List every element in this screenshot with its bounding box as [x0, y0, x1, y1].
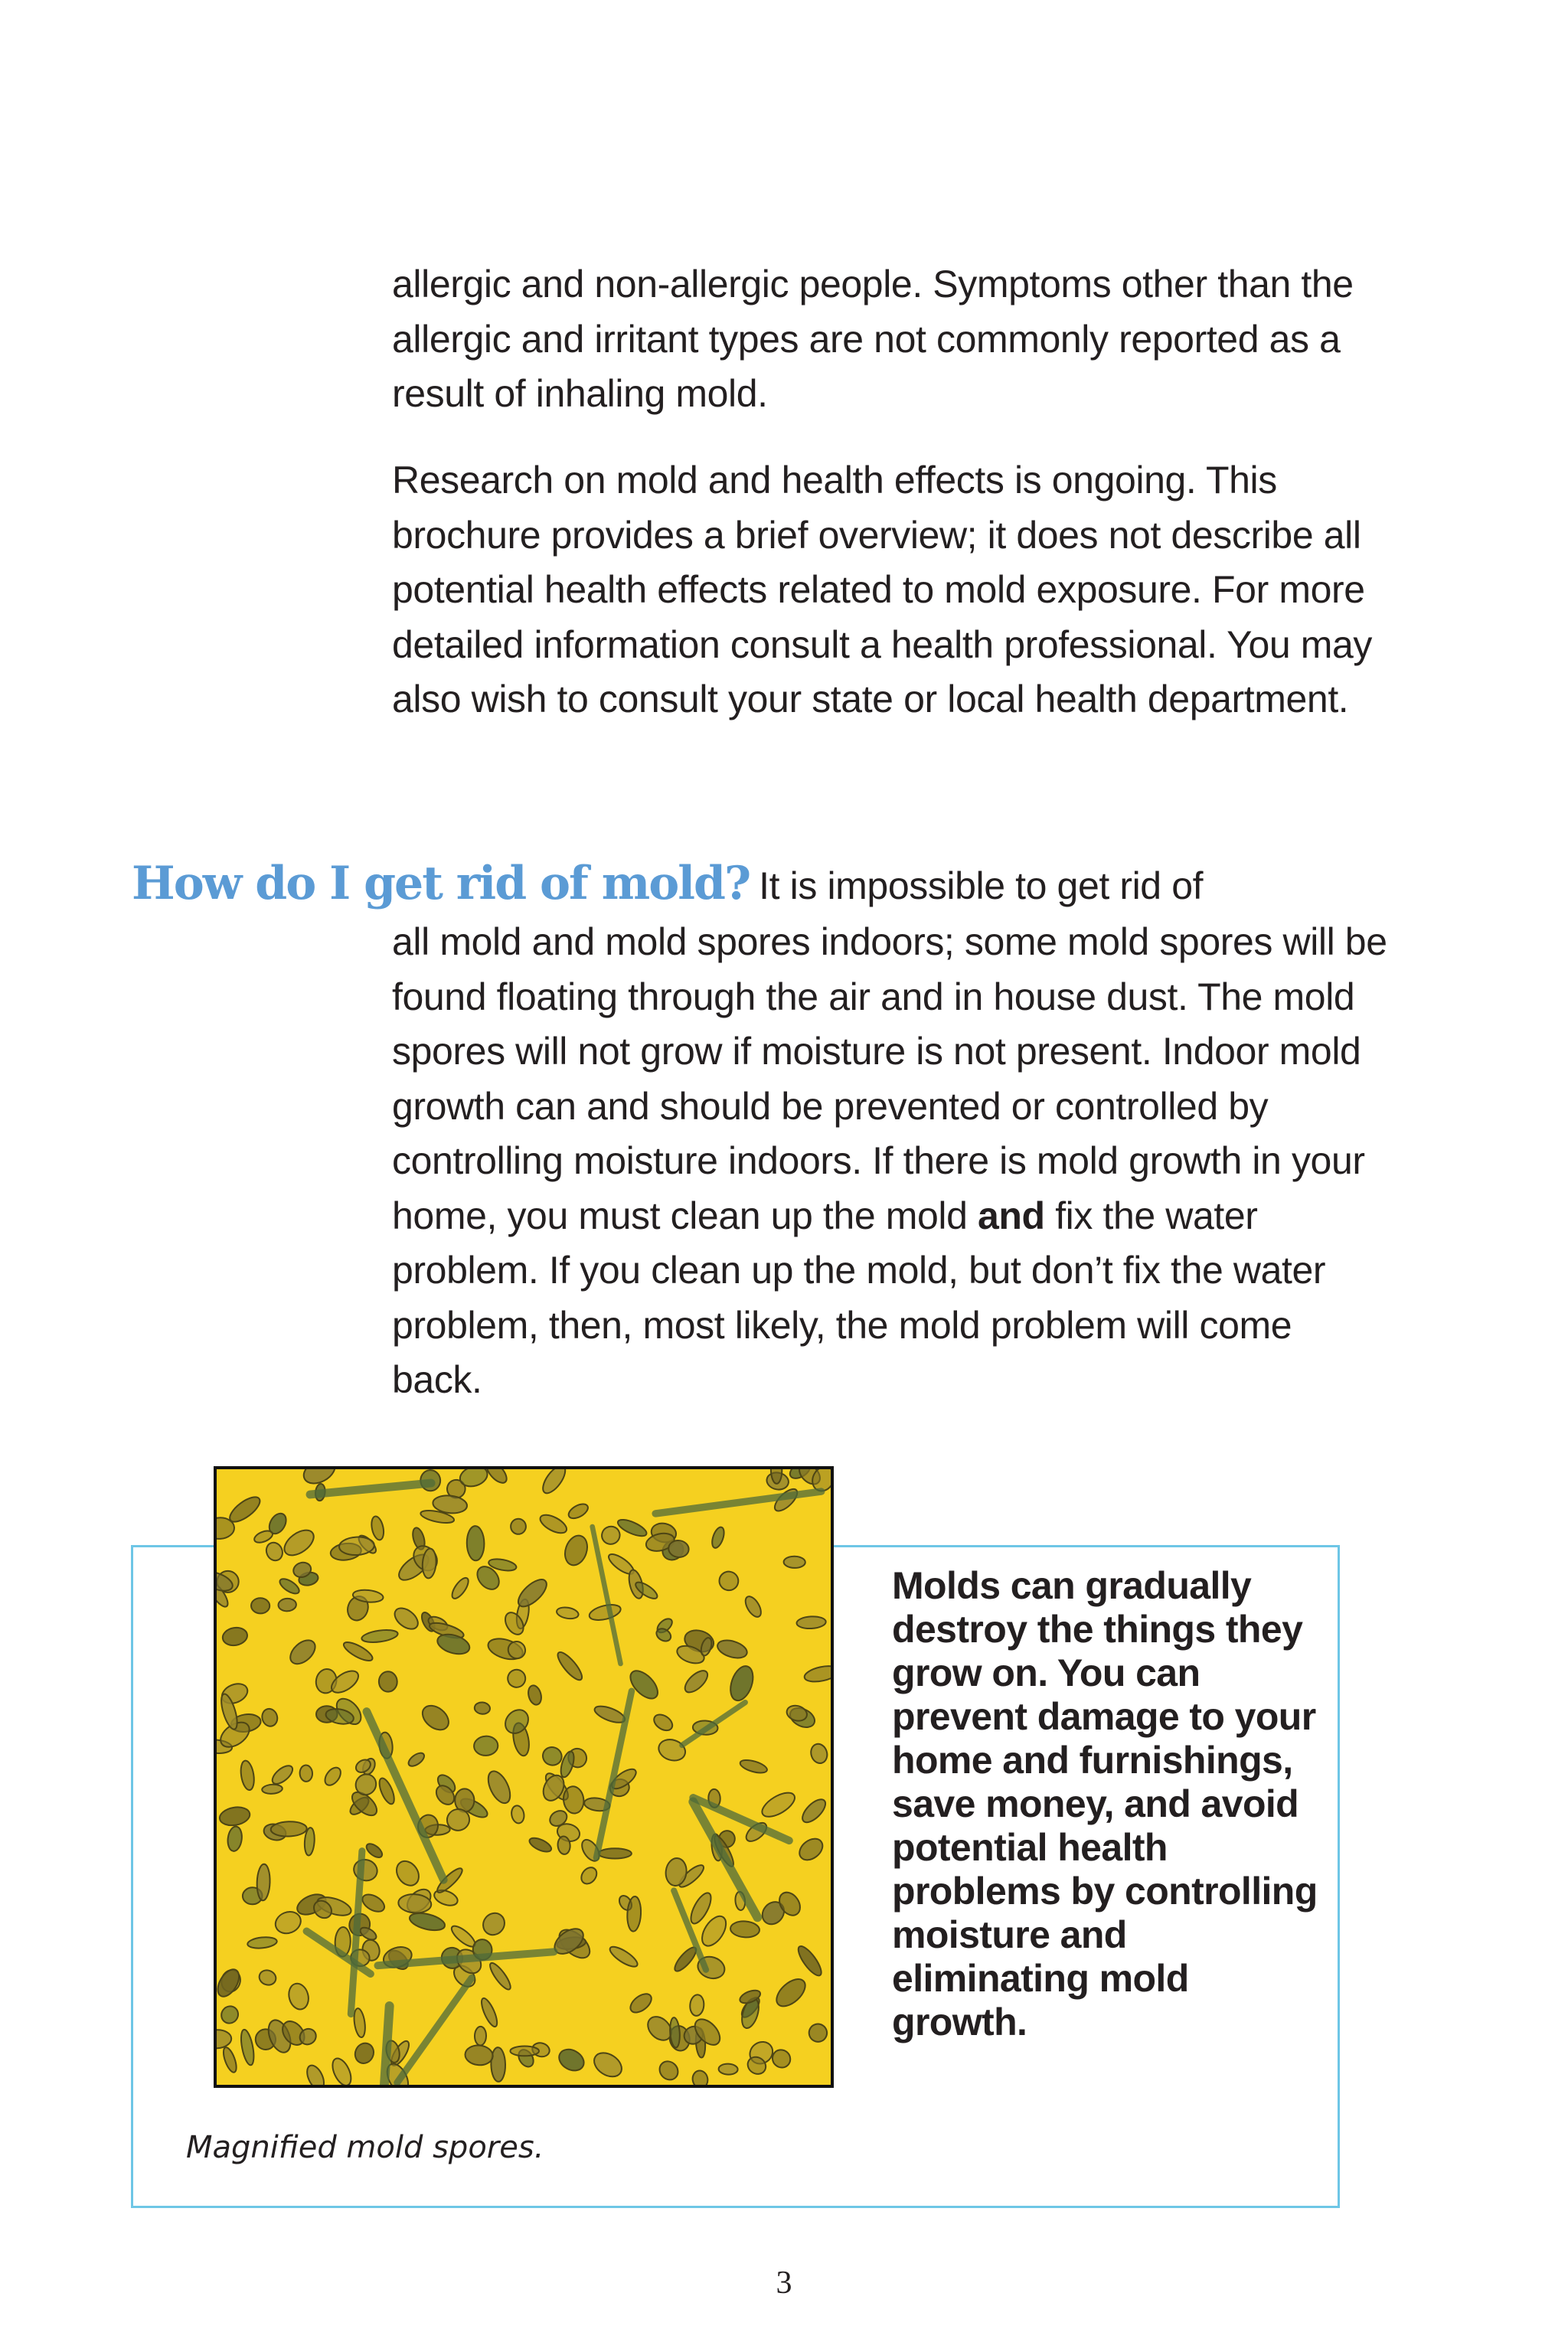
spore-shape — [408, 1910, 447, 1933]
hypha-shape — [384, 2006, 390, 2085]
spore-shape — [358, 1926, 378, 1942]
spore-shape — [526, 1684, 543, 1706]
spore-shape — [239, 2029, 256, 2066]
spore-shape — [487, 1961, 514, 1992]
mold-spores-photo — [214, 1466, 834, 2088]
spore-shape — [221, 1625, 249, 1647]
spore-shape — [539, 1469, 570, 1497]
hypha-shape — [397, 1978, 472, 2082]
spore-shape — [352, 2040, 377, 2066]
spore-shape — [286, 1635, 319, 1668]
spore-shape — [718, 2063, 737, 2075]
spore-shape — [796, 1615, 826, 1629]
spore-shape — [627, 1991, 655, 2017]
spore-shape — [479, 1997, 500, 2029]
hypha-shape — [310, 1483, 431, 1494]
spore-shape — [484, 1768, 514, 1806]
spore-shape — [727, 1663, 757, 1704]
spore-shape — [220, 2046, 239, 2074]
spore-shape — [286, 1981, 312, 2011]
spore-shape — [226, 1493, 263, 1527]
spore-shape — [541, 1744, 565, 1768]
spore-shape — [758, 1788, 798, 1821]
spore-shape — [299, 1765, 312, 1782]
spore-shape — [715, 1637, 749, 1661]
spore-shape — [599, 1848, 632, 1858]
spore-shape — [578, 1864, 599, 1886]
spore-shape — [418, 1700, 453, 1734]
spore-shape — [466, 1526, 484, 1561]
section-heading: How do I get rid of mold? — [132, 857, 750, 910]
spore-shape — [556, 1606, 580, 1620]
spore-shape — [277, 1576, 301, 1597]
spore-shape — [328, 2056, 354, 2085]
spore-shape — [360, 1891, 387, 1915]
spore-shape — [475, 2027, 486, 2046]
spore-shape — [607, 1943, 640, 1970]
spore-shape — [464, 2044, 493, 2066]
spore-shape — [501, 1705, 533, 1738]
page-number: 3 — [776, 2265, 792, 2301]
spore-shape — [510, 1805, 525, 1824]
spore-shape — [505, 1667, 529, 1691]
spore-shape — [270, 1821, 307, 1837]
photo-caption: Magnified mold spores. — [186, 2130, 544, 2165]
spore-shape — [691, 2069, 710, 2085]
spore-shape — [491, 2047, 505, 2082]
spore-shape — [338, 1536, 374, 1556]
section-lead-text: It is impossible to get rid of — [759, 864, 1204, 907]
spore-shape — [392, 1857, 423, 1890]
spore-shape — [260, 1707, 279, 1729]
spore-shape — [364, 1841, 385, 1860]
spore-shape — [537, 1511, 570, 1537]
spore-shape — [656, 2057, 682, 2083]
spore-shape — [473, 1736, 498, 1756]
mold-spores-image — [217, 1469, 831, 2085]
intro-paragraph: allergic and non-allergic people. Symptoms other than the allergic and irritant types are not commonly reported as a result of inhaling mold. — [392, 263, 1354, 415]
spore-shape — [717, 1570, 740, 1592]
spore-shape — [247, 1936, 278, 1950]
spore-shape — [479, 1909, 508, 1939]
spore-shape — [783, 1556, 805, 1568]
hypha-shape — [682, 1703, 745, 1746]
spore-shape — [351, 1857, 381, 1883]
spore-shape — [739, 1758, 769, 1775]
callout-text: Molds can gradually destroy the things they grow on. You can prevent damage to your home and furnishings, save money, and avoid potential health problems by controlling moisture and eliminating mold growth. — [892, 1564, 1318, 2043]
spore-shape — [799, 1795, 829, 1826]
section-body-paragraph — [392, 915, 1387, 1408]
spore-shape — [681, 1667, 711, 1696]
spore-shape — [256, 1864, 270, 1900]
hypha-shape — [655, 1491, 821, 1514]
spore-shape — [239, 1759, 256, 1791]
spore-shape — [689, 1994, 704, 2017]
spore-shape — [710, 1526, 727, 1550]
spore-shape — [474, 1701, 491, 1714]
spore-shape — [378, 1671, 397, 1692]
spore-shape — [555, 2045, 587, 2075]
spore-shape — [510, 1518, 527, 1536]
spore-shape — [218, 1805, 251, 1828]
spore-shape — [270, 1762, 296, 1787]
spore-shape — [795, 1834, 827, 1864]
spore-shape — [616, 1517, 648, 1540]
spore-shape — [391, 1604, 422, 1633]
spore-shape — [361, 1628, 398, 1644]
spore-shape — [805, 2020, 830, 2045]
spore-shape — [304, 2063, 328, 2085]
section-body-text-end: fix the water problem. If you clean up the mold, but don’t fix the water problem, then, most likely, the mold problem will come back. — [392, 1194, 1326, 1401]
spore-shape — [656, 1736, 688, 1764]
spore-shape — [590, 2048, 626, 2082]
spore-shape — [352, 2007, 367, 2038]
spore-shape — [218, 2003, 242, 2027]
spore-shape — [730, 1920, 760, 1938]
spore-shape — [588, 1602, 622, 1622]
spore-shape — [528, 1835, 554, 1854]
section-body-emphasis: and — [978, 1194, 1045, 1237]
spore-shape — [227, 1826, 243, 1852]
spore-shape — [257, 1968, 278, 1987]
spore-shape — [743, 1594, 764, 1619]
spore-shape — [370, 1515, 386, 1541]
spore-shape — [322, 1765, 344, 1788]
spore-shape — [514, 1575, 550, 1611]
research-paragraph: Research on mold and health effects is ongoing. This brochure provides a brief overview; it does not describe all potential health effects related to mold exposure. For more detailed information consult a health professional. You may also wish to consult your state or local health department. — [392, 459, 1373, 720]
spore-shape — [803, 1664, 831, 1684]
spore-shape — [567, 1501, 590, 1521]
spore-shape — [772, 1974, 810, 2011]
spore-shape — [278, 1598, 296, 1612]
spore-shape — [808, 1742, 829, 1766]
spore-shape — [262, 1784, 283, 1795]
spore-shape — [449, 1576, 472, 1601]
spore-shape — [407, 1750, 426, 1769]
spore-shape — [510, 2047, 539, 2056]
spore-shape — [217, 2029, 232, 2049]
spore-shape — [280, 1525, 318, 1560]
spore-shape — [795, 1943, 825, 1978]
spore-shape — [263, 1540, 285, 1563]
spore-shape — [651, 1711, 675, 1733]
hypha-shape — [593, 1527, 621, 1664]
section-body-text: all mold and mold spores indoors; some mold spores will be found floating through the air and in house dust. The mold spores will not grow if moisture is not present. Indoor mold growth can and should be prevented or controlled by controlling moisture indoors. If there is mold growth in your home, you must clean up the mold — [392, 920, 1387, 1237]
spore-shape — [251, 1598, 270, 1614]
spore-shape — [561, 1533, 591, 1569]
spore-shape — [554, 1649, 586, 1684]
section-heading-line — [132, 853, 1203, 916]
